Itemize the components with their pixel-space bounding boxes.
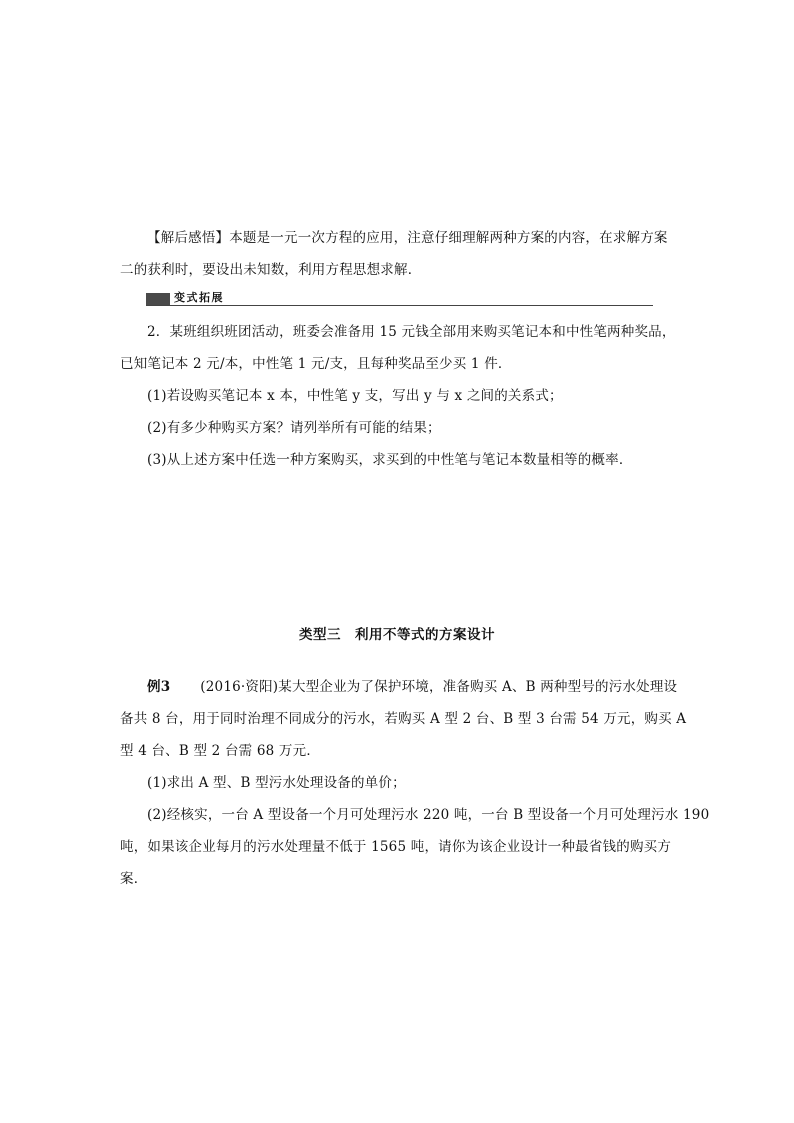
problem2-line-2: 已知笔记本 2 元/本，中性笔 1 元/支，且每种奖品至少买 1 件．: [120, 356, 512, 372]
banner-rule: [146, 305, 653, 306]
problem2-question-2: (2)有多少种购买方案？请列举所有可能的结果；: [147, 420, 441, 436]
problem2-question-1: (1)若设购买笔记本 x 本，中性笔 y 支，写出 y 与 x 之间的关系式；: [147, 388, 563, 404]
example3-label: 例3: [147, 679, 171, 695]
example3-question-2-line-1: (2)经核实，一台 A 型设备一个月可处理污水 220 吨，一台 B 型设备一个月可处理污水 190: [147, 807, 710, 823]
section-title: 类型三 利用不等式的方案设计: [299, 627, 495, 643]
banner-label: 变式拓展: [174, 291, 224, 304]
example3-question-1: (1)求出 A 型、B 型污水处理设备的单价；: [147, 775, 406, 791]
example3-line-1: [147, 677, 677, 697]
reflection-line-1: 【解后感悟】本题是一元一次方程的应用，注意仔细理解两种方案的内容，在求解方案: [147, 230, 668, 246]
example3-line-1-text: (2016·资阳)某大型企业为了保护环境，准备购买 A、B 两种型号的污水处理设: [200, 679, 678, 695]
problem2-question-3: (3)从上述方案中任选一种方案购买，求买到的中性笔与笔记本数量相等的概率．: [147, 452, 633, 468]
example3-line-3: 型 4 台、B 型 2 台需 68 万元．: [120, 743, 321, 759]
variant-extension-banner: [146, 292, 653, 306]
example3-question-2-line-2: 吨，如果该企业每月的污水处理量不低于 1565 吨，请你为该企业设计一种最省钱的购买方: [120, 839, 672, 855]
example3-line-2: 备共 8 台，用于同时治理不同成分的污水，若购买 A 型 2 台、B 型 3 台需 54 万元，购买 A: [120, 711, 687, 727]
reflection-line-2: 二的获利时，要设出未知数，利用方程思想求解．: [120, 262, 422, 278]
problem2-line-1: 2．某班组织班团活动，班委会准备用 15 元钱全部用来购买笔记本和中性笔两种奖品，: [147, 324, 676, 340]
example3-question-2-line-3: 案．: [120, 871, 148, 887]
banner-block-icon: [146, 293, 170, 305]
